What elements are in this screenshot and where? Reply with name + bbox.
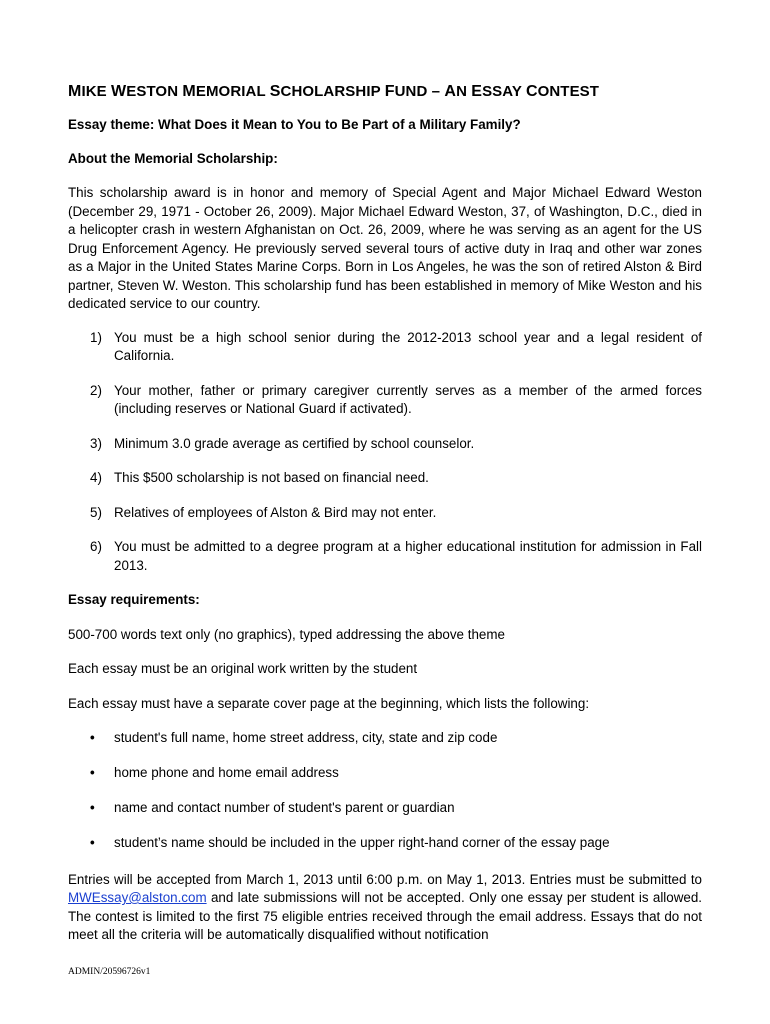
document-footer-id: ADMIN/20596726v1	[68, 967, 151, 977]
list-item: 6) You must be admitted to a degree program at a higher educational institution for admission in Fall 2013.	[90, 539, 702, 573]
list-item: • name and contact number of student's parent or guardian	[68, 799, 702, 818]
essay-line-original: Each essay must be an original work written by the student	[68, 661, 418, 676]
list-item: 5) Relatives of employees of Alston & Bird may not enter.	[90, 504, 437, 520]
list-item: 4) This $500 scholarship is not based on financial need.	[90, 470, 429, 485]
list-item: 2) Your mother, father or primary caregiver currently serves as a member of the armed forces (including reserves or National Guard if activated).	[90, 382, 702, 416]
list-item: • student's full name, home street address, city, state and zip code	[68, 729, 702, 748]
bullet-icon: •	[90, 730, 95, 745]
bullet-icon: •	[90, 800, 95, 815]
eligibility-list	[68, 329, 702, 576]
list-item: 1) You must be a high school senior during the 2012-2013 school year and a legal resident of California.	[90, 329, 702, 363]
page-title: MIKE WESTON MEMORIAL SCHOLARSHIP FUND – AN ESSAY CONTEST	[68, 83, 600, 100]
essay-line-cover-page: Each essay must have a separate cover page at the beginning, which lists the following:	[68, 695, 590, 711]
list-item: 3) Minimum 3.0 grade average as certified by school counselor.	[90, 435, 475, 451]
bullet-icon: •	[90, 765, 95, 780]
entries-paragraph: Entries will be accepted from March 1, 2013 until 6:00 p.m. on May 1, 2013. Entries must be submitted to MWEssay@alston.com and late submissions will not be accepted. Only one essay per student is allowed. The contest is limited to the first 75 eligible entries received through the email address. Essays that do not meet all the criteria will be automatically disqualified without notification	[68, 871, 702, 942]
essay-requirements-heading: Essay requirements:	[68, 592, 200, 607]
essay-line-word-count: 500-700 words text only (no graphics), typed addressing the above theme	[68, 626, 505, 642]
document-body	[68, 76, 702, 945]
cover-page-list	[68, 729, 702, 853]
list-item: • home phone and home email address	[68, 764, 702, 783]
about-heading: About the Memorial Scholarship:	[68, 150, 278, 166]
email-link[interactable]: MWEssay@alston.com	[68, 890, 207, 905]
list-item: • student’s name should be included in the upper right-hand corner of the essay page	[68, 834, 702, 853]
bullet-icon: •	[90, 835, 95, 850]
intro-paragraph: This scholarship award is in honor and memory of Special Agent and Major Michael Edward Weston (December 29, 1971 - October 26, 2009). Major Michael Edward Weston, 37, of Washington, D.C., died in a helicopter crash in western Afghanistan on Oct. 26, 2009, where he was serving as an agent for the US Drug Enforcement Agency. He previously served several tours of active duty in Iraq and other war zones as a Major in the United States Marine Corps. Born in Los Angeles, he was the son of retired Alston & Bird partner, Steven W. Weston. This scholarship fund has been established in memory of Mike Weston and his dedicated service to our country.	[68, 185, 702, 311]
essay-theme: Essay theme: What Does it Mean to You to Be Part of a Military Family?	[68, 117, 521, 132]
